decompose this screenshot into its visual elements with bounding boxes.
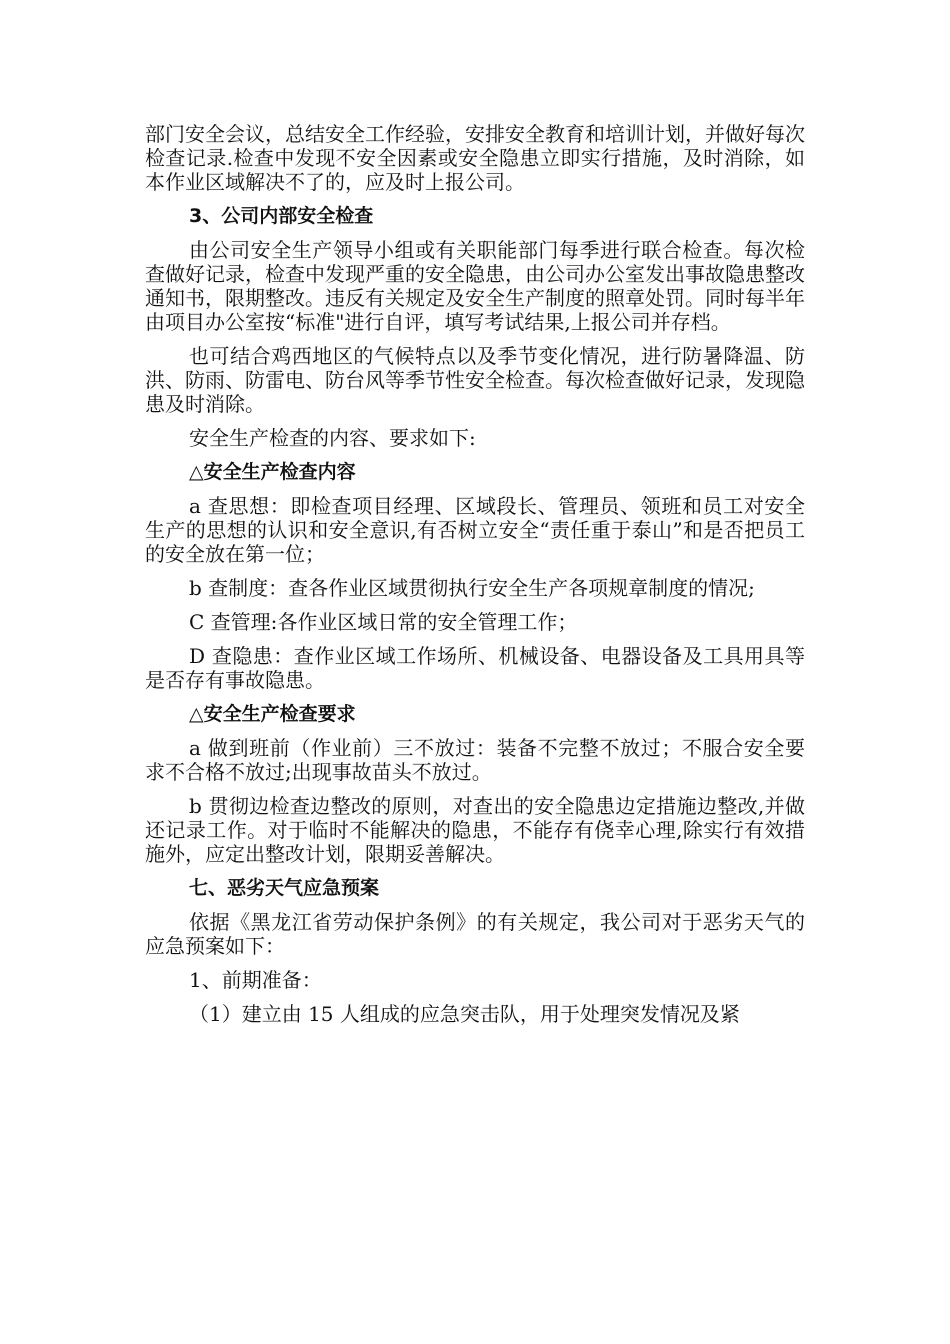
paragraph-preparation: 1、前期准备：: [189, 968, 322, 992]
paragraph-joint-inspection: 由公司安全生产领导小组或有关职能部门每季进行联合检查。每次检查做好记录，检查中发现严重的安全隐患，由公司办公室发出事故隐患整改通知书，限期整改。违反有关规定及安全生产制度的照章处罚。同时每半年由项目办公室按“标准"进行自评，填写考试结果,上报公司并存档。: [145, 238, 805, 334]
paragraph-weather-basis: 依据《黑龙江省劳动保护条例》的有关规定，我公司对于恶劣天气的应急预案如下：: [145, 910, 805, 958]
paragraph-three-no-pass: a 做到班前（作业前）三不放过：装备不完整不放过；不服合安全要求不合格不放过;出现事故苗头不放过。: [145, 736, 805, 784]
paragraph-check-system: b 查制度：查各作业区域贯彻执行安全生产各项规章制度的情况;: [189, 576, 755, 600]
heading-inspection-content: △安全生产检查内容: [189, 461, 356, 483]
heading-bad-weather-plan: 七、恶劣天气应急预案: [189, 877, 380, 899]
heading-internal-inspection: 3、公司内部安全检查: [189, 205, 374, 227]
paragraph-rectify-principle: b 贯彻边检查边整改的原则，对查出的安全隐患边定措施边整改,并做还记录工作。对于临时不能解决的隐患，不能存有侥幸心理,除实行有效措施外，应定出整改计划，限期妥善解决。: [145, 794, 805, 866]
paragraph-meeting: 部门安全会议，总结安全工作经验，安排安全教育和培训计划，并做好每次检查记录.检查中发现不安全因素或安全隐患立即实行措施，及时消除，如本作业区域解决不了的，应及时上报公司。: [145, 122, 805, 194]
paragraph-check-thinking: a 查思想：即检查项目经理、区域段长、管理员、领班和员工对安全生产的思想的认识和安全意识,有否树立安全“责任重于泰山”和是否把员工的安全放在第一位；: [145, 494, 805, 566]
paragraph-content-intro: 安全生产检查的内容、要求如下:: [189, 426, 476, 450]
paragraph-check-management: C 查管理:各作业区域日常的安全管理工作；: [189, 610, 578, 634]
heading-inspection-requirements: △安全生产检查要求: [189, 703, 356, 725]
paragraph-check-hazards: D 查隐患：查作业区域工作场所、机械设备、电器设备及工具用具等是否存有事故隐患。: [145, 644, 805, 692]
paragraph-emergency-team: （1）建立由 15 人组成的应急突击队，用于处理突发情况及紧: [189, 1002, 740, 1026]
document-page: [145, 122, 805, 1036]
paragraph-seasonal-inspection: 也可结合鸡西地区的气候特点以及季节变化情况，进行防暑降温、防洪、防雨、防雷电、防台风等季节性安全检查。每次检查做好记录，发现隐患及时消除。: [145, 344, 805, 416]
